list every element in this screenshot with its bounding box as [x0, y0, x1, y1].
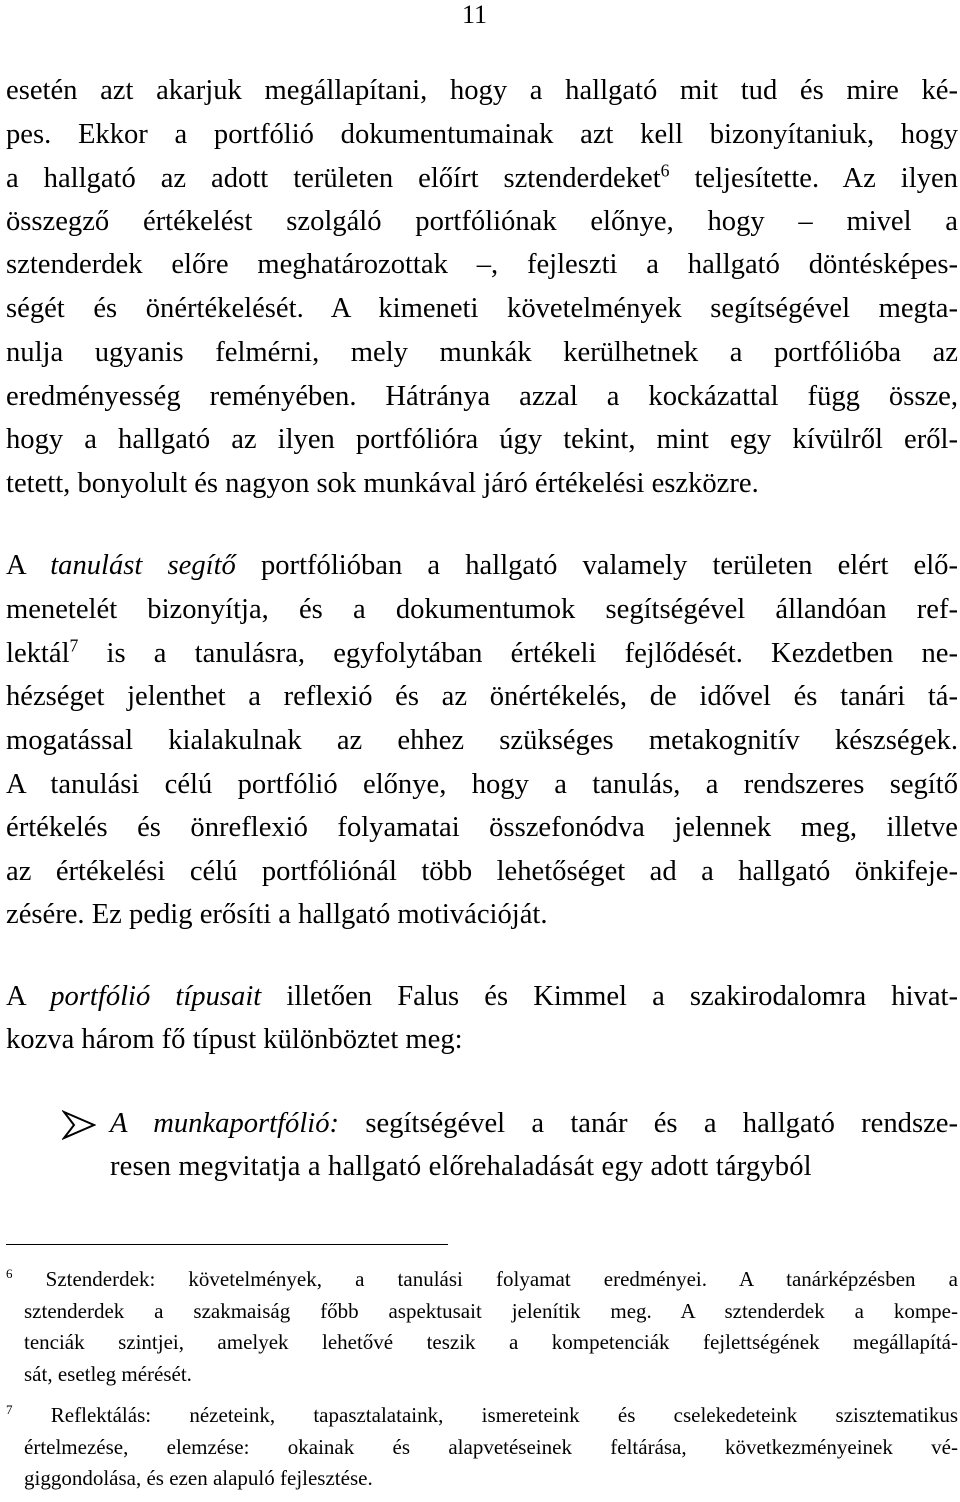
footnote-marker-7: 7 — [6, 1402, 13, 1418]
emphasis: tanulást segítő — [50, 550, 236, 581]
body-line: esetén azt akarjuk megállapítani, hogy a hallgató mit tud és mire ké- — [6, 75, 958, 106]
footnote-line: $^6$ Sztenderdek: követelmények, a tanulási folyamat eredményei. A tanárképzésben a — [6, 1266, 958, 1291]
footnote-line: sát, esetleg mérését. — [24, 1362, 192, 1386]
page-number: 11 — [462, 0, 488, 29]
body-line: pes. Ekkor a portfólió dokumentumainak azt kell bizonyítaniuk, hogy — [6, 119, 958, 150]
footnote-ref-6: 6 — [660, 160, 670, 181]
body-line: A portfólió típusait illetően Falus és Kimmel a szakirodalomra hivat- — [6, 981, 958, 1012]
body-line: eredményesség reményében. Hátránya azzal a kockázattal függ össze, — [6, 381, 958, 412]
body-line: menetelét bizonyítja, és a dokumentumok segítségével állandóan ref- — [6, 594, 958, 625]
footnote-line: tenciák szintjei, amelyek lehetővé teszik a kompetenciák fejlettségének megállapítá- — [24, 1330, 958, 1354]
body-line: sztenderdek előre meghatározottak –, fejleszti a hallgató döntésképes- — [6, 249, 958, 280]
footnote-line: giggondolása, és ezen alapuló fejlesztése. — [24, 1466, 373, 1490]
body-line: A tanulási célú portfólió előnye, hogy a tanulás, a rendszeres segítő — [6, 769, 958, 800]
body-line: kozva három fő típust különböztet meg: — [6, 1024, 463, 1055]
bullet-line: resen megvitatja a hallgató előrehaladását egy adott tárgyból — [110, 1151, 812, 1182]
emphasis: A munkaportfólió: — [110, 1108, 340, 1139]
body-line: hézséget jelenthet a reflexió és az önértékelés, de idővel és tanári tá- — [6, 681, 958, 712]
body-line: tetett, bonyolult és nagyon sok munkával járó értékelési eszközre. — [6, 468, 759, 499]
emphasis: portfólió típusait — [50, 981, 262, 1012]
body-line: zésére. Ez pedig erősíti a hallgató motivációját. — [6, 899, 548, 930]
body-line: az értékelési célú portfóliónál több lehetőséget ad a hallgató önkifeje- — [6, 856, 958, 887]
body-line: hogy a hallgató az ilyen portfólióra úgy tekint, mint egy kívülről eről- — [6, 424, 958, 455]
footnote-line: értelmezése, elemzése: okainak és alapvetéseinek feltárása, következményeinek vé- — [24, 1435, 958, 1459]
arrowhead-bullet-icon — [62, 1110, 96, 1140]
footnote-line: $^7$ Reflektálás: nézeteink, tapasztalataink, ismereteink és cselekedeteink szisztematikus — [6, 1402, 958, 1427]
footnote-ref-7: 7 — [69, 635, 79, 656]
body-line: nulja ugyanis felmérni, mely munkák kerülhetnek a portfólióba az — [6, 337, 958, 368]
footnote-line: sztenderdek a szakmaiság főbb aspektusait jelenítik meg. A sztenderdek a kompe- — [24, 1299, 958, 1323]
body-line: lektál$^7$ is a tanulásra, egyfolytában értékeli fejlődését. Kezdetben ne- — [6, 635, 958, 669]
footnote-separator — [6, 1244, 448, 1245]
footnote-marker-6: 6 — [6, 1266, 13, 1282]
bullet-line: A munkaportfólió: segítségével a tanár és a hallgató rendsze- — [110, 1108, 959, 1139]
body-line: összegző értékelést szolgáló portfóliónak előnye, hogy – mivel a — [6, 206, 958, 237]
body-line: a hallgató az adott területen előírt sztenderdeket$^6$ teljesítette. Az ilyen — [6, 160, 958, 194]
body-line: A tanulást segítő portfólióban a hallgató valamely területen elért elő- — [6, 550, 958, 581]
body-line: ségét és önértékelését. A kimeneti követelmények segítségével megta- — [6, 293, 958, 324]
body-line: mogatással kialakulnak az ehhez szükséges metakognitív készségek. — [6, 725, 958, 756]
body-line: értékelés és önreflexió folyamatai összefonódva jelennek meg, illetve — [6, 812, 958, 843]
